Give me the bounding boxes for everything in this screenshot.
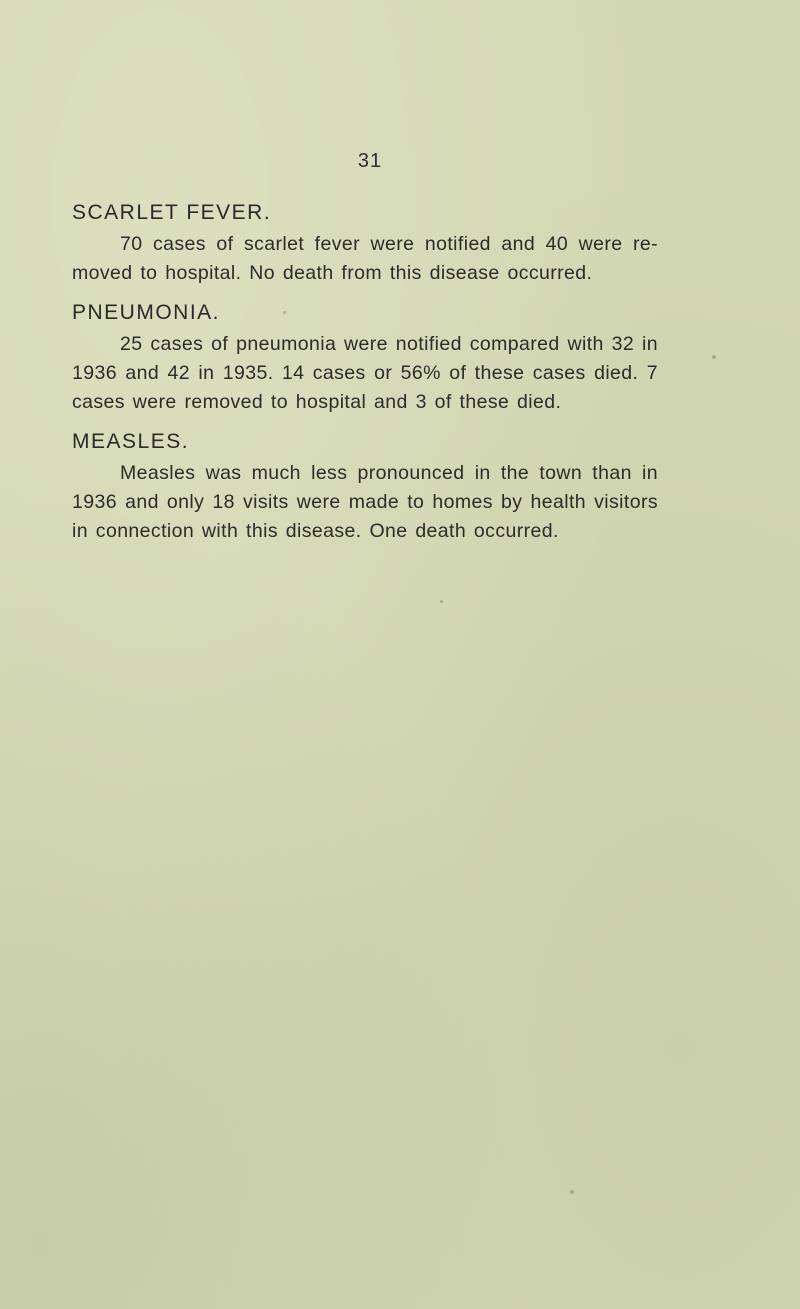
section-paragraph: Measles was much less pronounced in the town than in 1936 and only 18 visits were made to homes by health visitors in connection with this disease. One death occurred. — [72, 462, 658, 542]
section-pneumonia — [72, 296, 658, 417]
section-paragraph: 70 cases of scarlet fever were notified and 40 were re- moved to hospital. No death from this disease occurred. — [72, 233, 658, 284]
paper-speck — [712, 355, 716, 359]
paper-speck — [440, 600, 443, 603]
section-heading: MEASLES. — [72, 430, 190, 453]
section-scarlet-fever — [72, 196, 658, 288]
paper-speck — [283, 311, 286, 314]
page-number: 31 — [357, 150, 383, 172]
page-content — [72, 196, 658, 554]
section-heading: SCARLET FEVER. — [72, 201, 272, 224]
paper-speck — [570, 1190, 574, 1194]
section-measles — [72, 425, 658, 546]
section-heading: PNEUMONIA. — [72, 301, 221, 324]
section-paragraph: 25 cases of pneumonia were notified compared with 32 in 1936 and 42 in 1935. 14 cases or 56% of these cases died. 7 cases were removed to hospital and 3 of these died. — [72, 333, 658, 413]
